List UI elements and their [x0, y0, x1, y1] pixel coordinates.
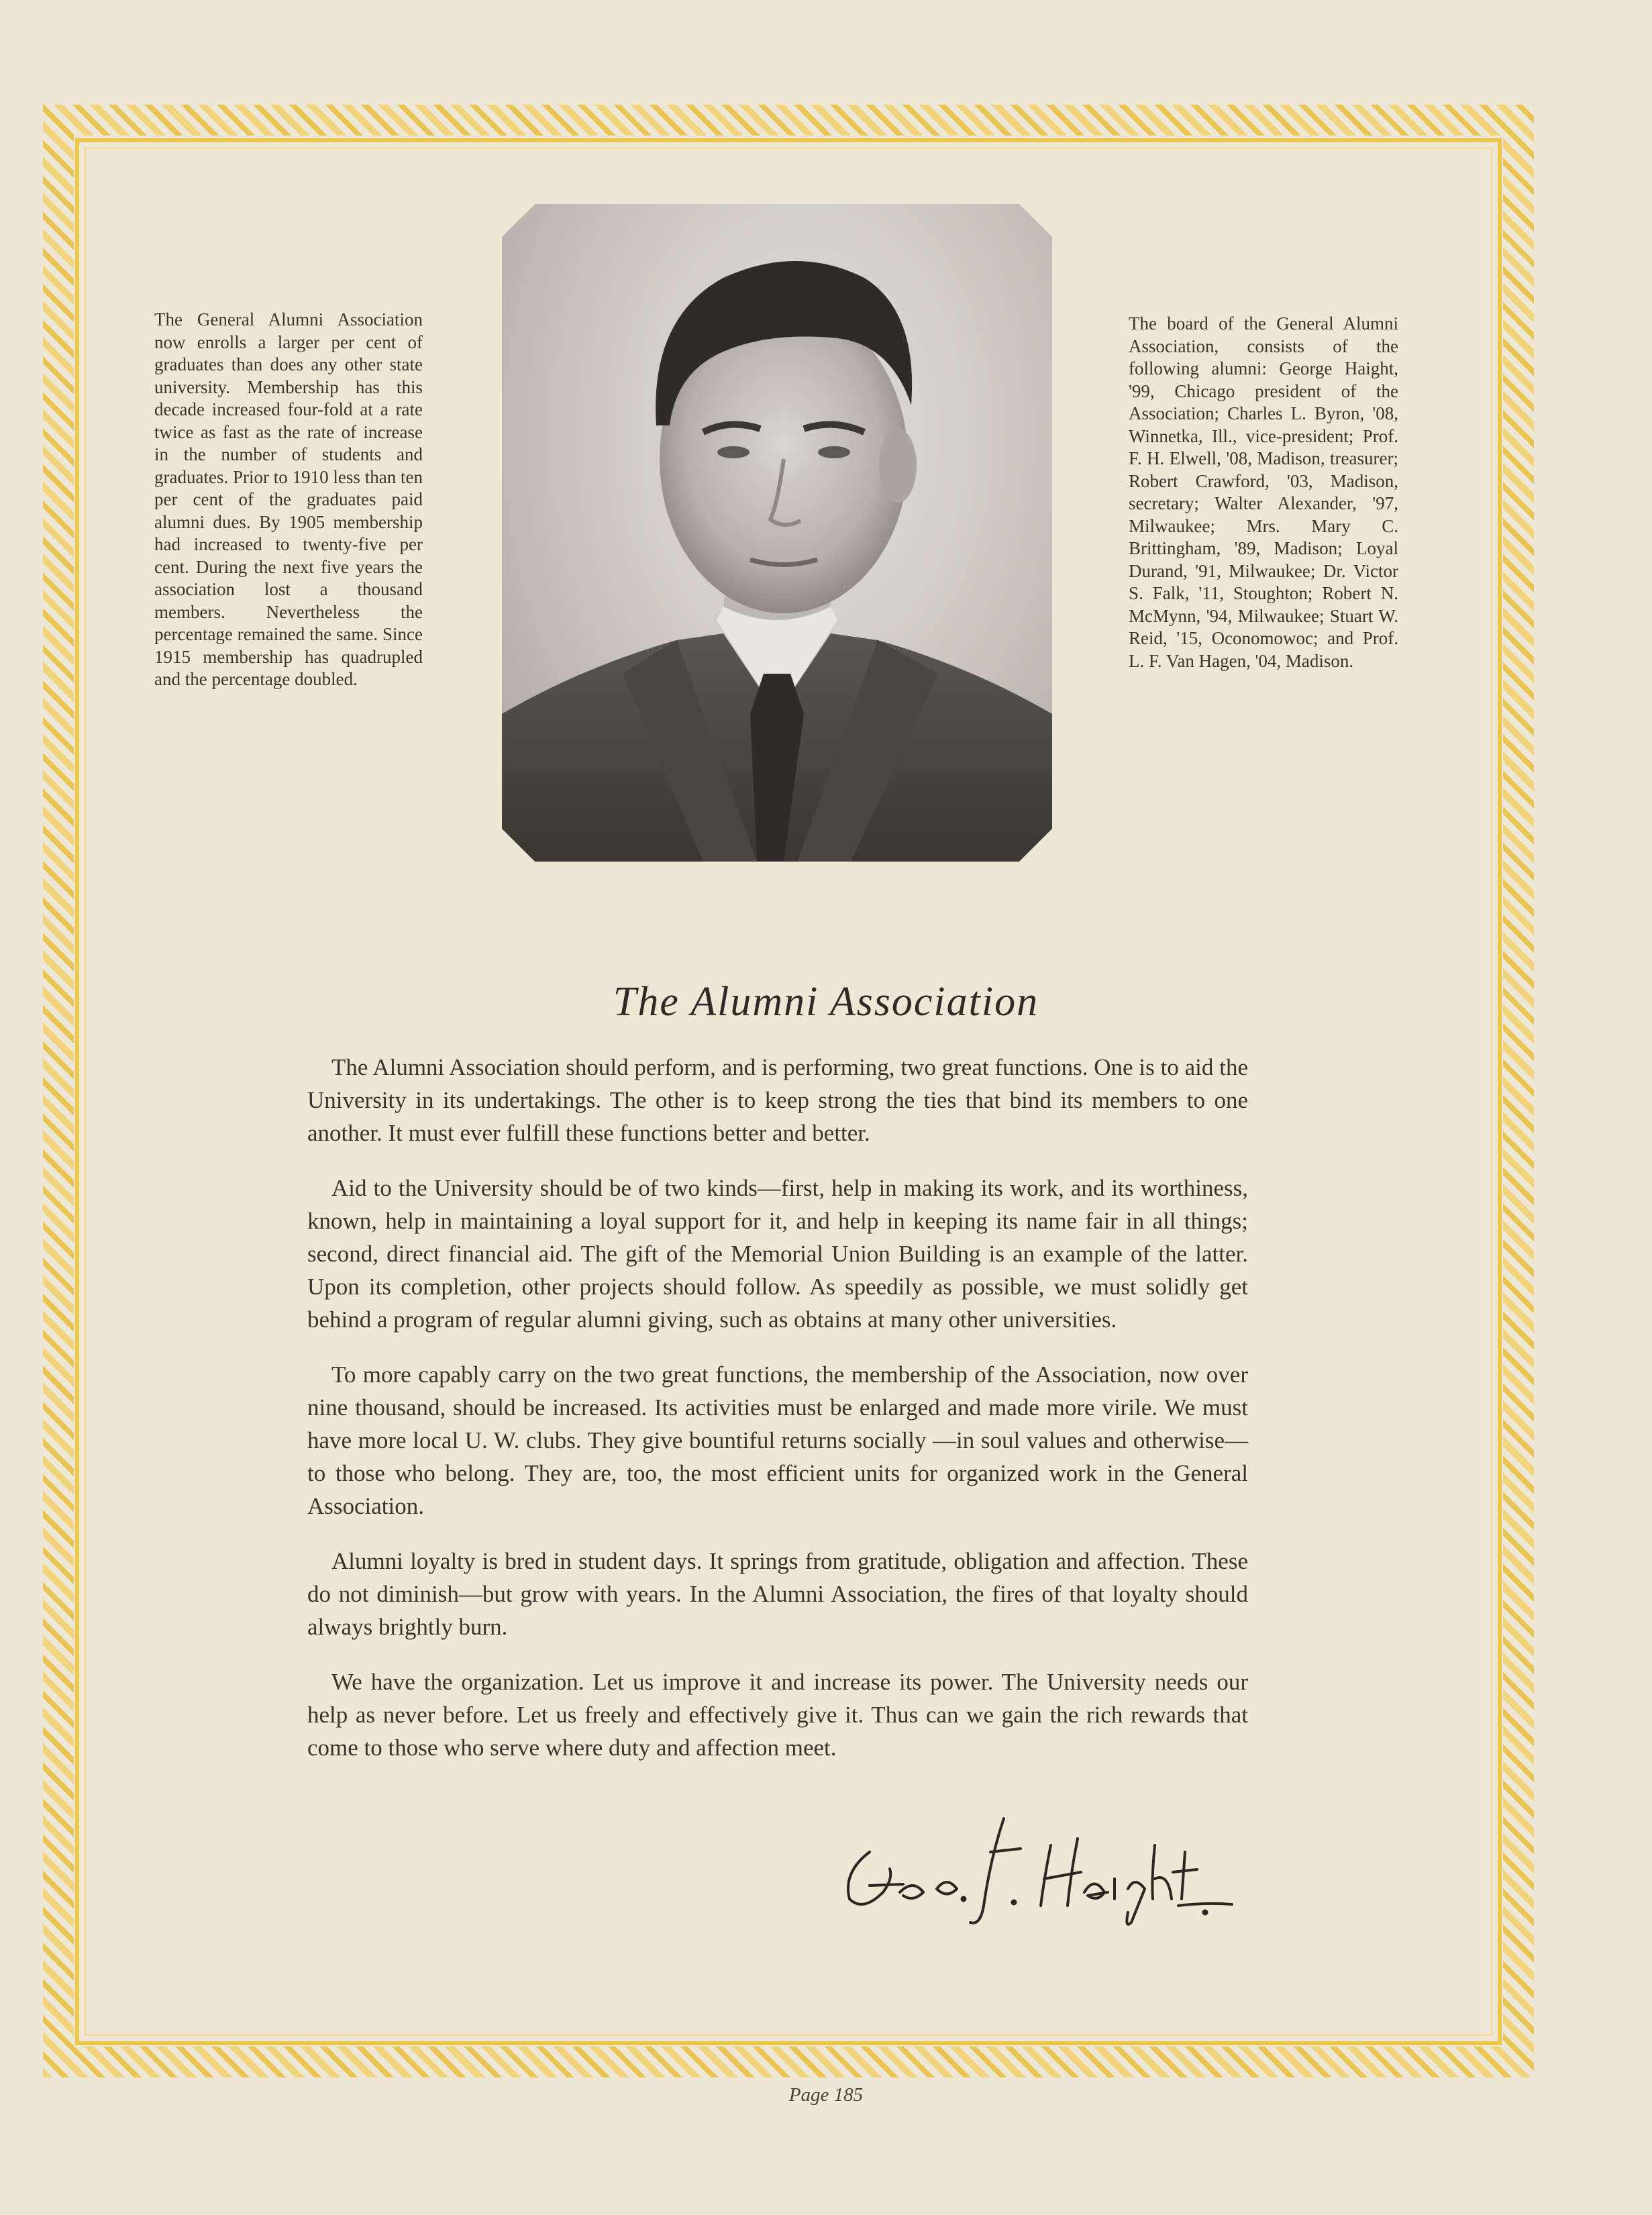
- page-number: Page 185: [788, 2084, 864, 2106]
- signature-icon: [829, 1805, 1245, 1933]
- membership-sidebar: The General Alumni Association now enrolls a larger per cent of graduates than does any other state university. Membership has this decade increased four-fold at a rate twice as fast as the rate of increase in the number of students and graduates. Prior to 1910 less than ten per cent of the graduates paid alumni dues. By 1905 membership had increased to twenty-five per cent. During the next five years the association lost a thousand members. Nevertheless the percentage remained the same. Since 1915 membership has quadrupled and the percentage doubled.: [154, 309, 423, 689]
- paragraph: The Alumni Association should perform, and is performing, two great functions. One is to aid the University in its undertakings. The other is to keep strong the ties that bind its members to one another. It must ever fulfill these functions better and better.: [307, 1054, 1248, 1146]
- portrait-illustration: [502, 204, 1052, 862]
- article-title: The Alumni Association: [613, 979, 1039, 1025]
- article-body: [307, 1051, 1248, 1786]
- paragraph: Alumni loyalty is bred in student days. It springs from gratitude, obligation and affection. These do not diminish—but grow with years. In the Alumni Association, the fires of that loyalty should always brightly burn.: [307, 1548, 1248, 1640]
- paragraph: Aid to the University should be of two kinds—first, help in making its work, and its worthiness, known, help in maintaining a loyal support for it, and help in keeping its name fair in all things; second, direct financial aid. The gift of the Memorial Union Building is an example of the latter. Upon its completion, other projects should follow. As speedily as possible, we must solidly get behind a program of regular alumni giving, such as obtains at many other universities.: [307, 1175, 1248, 1333]
- paragraph: To more capably carry on the two great functions, the membership of the Association, now over nine thousand, should be increased. Its activities must be enlarged and made more virile. We must have more local U. W. clubs. They give bountiful returns socially —in soul values and otherwise—to those who belong. They are, too, the most efficient units for organized work in the General Association.: [307, 1361, 1248, 1519]
- board-sidebar: The board of the General Alumni Association, consists of the following alumni: George Haight, '99, Chicago president of the Association; Charles L. Byron, '08, Winnetka, Ill., vice-president; Prof. F. H. Elwell, '08, Madison, treasurer; Robert Crawford, '03, Madison, secretary; Walter Alexander, '97, Milwaukee; Mrs. Mary C. Brittingham, '89, Madison; Loyal Durand, '91, Milwaukee; Dr. Victor S. Falk, '11, Stoughton; Robert N. McMynn, '94, Milwaukee; Stuart W. Reid, '15, Oconomowoc; and Prof. L. F. Van Hagen, '04, Madison.: [1129, 313, 1398, 671]
- handwritten-signature: [829, 1805, 1245, 1933]
- paragraph: We have the organization. Let us improve it and increase its power. The University needs our help as never before. Let us freely and effectively give it. Thus can we gain the rich rewards that come to those who serve where duty and affection meet.: [307, 1669, 1248, 1761]
- portrait-photo: [502, 204, 1052, 862]
